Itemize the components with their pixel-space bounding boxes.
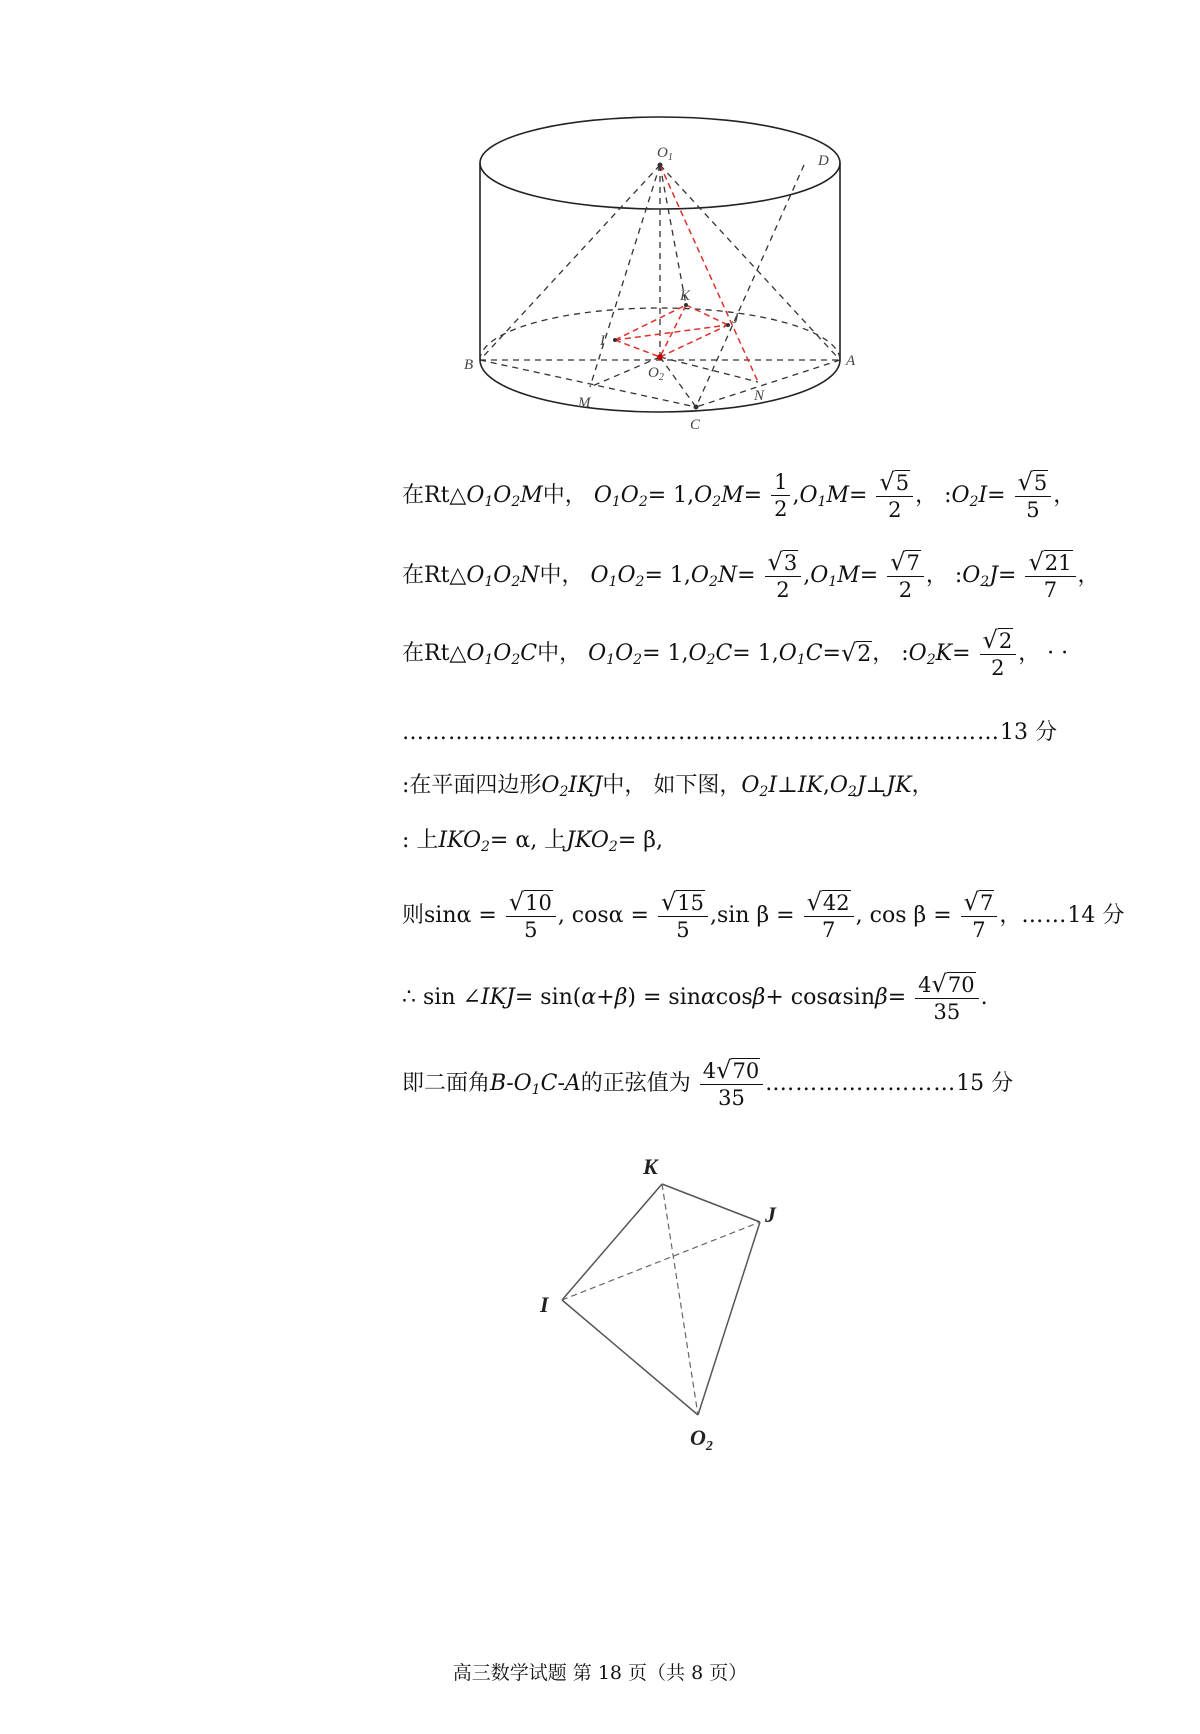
fraction: $\frac{√3}{2}$ <box>765 550 802 601</box>
label-C: C <box>690 417 701 433</box>
quadrilateral-figure <box>520 1140 780 1460</box>
solution-line-3: 在$Rt\triangle O_1O_2C$中， $O_1O_2= 1,O_2C= 1,O_1C=√2$， $:O_2K=$ $\frac{√2}{2}$ ， · · <box>402 626 1069 680</box>
red-construction-lines <box>615 165 758 382</box>
fraction: $\frac{√2}{2}$ <box>980 628 1017 679</box>
fraction: $\frac{1}{2}$ <box>771 472 790 520</box>
label-A: A <box>846 353 856 369</box>
label-N: N <box>754 388 765 404</box>
label-O1: $O_1$ <box>657 145 673 163</box>
solution-line-9: 即二面角$B-O_1C-A$的正弦值为 $\frac{4√70}{35}$ .……………………15 分 <box>402 1056 1014 1110</box>
label-J: J <box>732 311 739 327</box>
label-I: I <box>540 1292 549 1317</box>
solution-line-6: : 上$IKO_2= \alpha$, 上$JKO_2= \beta$, <box>402 828 663 855</box>
label-D: D <box>818 153 829 169</box>
label-I: I <box>600 333 605 349</box>
page-footer: 高三数学试题 第 18 页（共 8 页） <box>452 1662 748 1684</box>
fraction: $\frac{4√70}{35}$ <box>700 1058 763 1109</box>
solution-line-8: ∴ sin ∠IKJ= sin(α+β) = sinαcosβ+ cosαsinβ= $\frac{4√70}{35}$ . <box>402 970 988 1024</box>
label-O2: $O_2$ <box>648 365 664 383</box>
solution-line-7: 则sinα = $\frac{√10}{5}$ , cosα = $\frac{√15}{5}$ ,sin β = $\frac{√42}{7}$ , cos β = $\frac{√7}{7}$ ，……14 分 <box>402 888 1125 942</box>
quadrilateral-edges <box>562 1184 760 1415</box>
bottom-ellipse-front <box>480 360 840 412</box>
label-M: M <box>578 395 591 411</box>
fraction: $\frac{√42}{7}$ <box>804 890 854 941</box>
label-B: B <box>464 357 474 373</box>
label-O2: $O_2$ <box>690 1425 713 1454</box>
quadrilateral-diagonals <box>562 1184 760 1415</box>
score-line-13: ……………………………………………………………………13 分 <box>402 720 1057 745</box>
fraction: $\frac{√10}{5}$ <box>506 890 556 941</box>
fraction: $\frac{√5}{2}$ <box>876 470 913 521</box>
label-K: K <box>680 288 691 304</box>
cylinder-figure <box>460 115 860 435</box>
fraction: $\frac{4√70}{35}$ <box>915 972 978 1023</box>
points <box>613 163 730 410</box>
fraction: $\frac{√7}{7}$ <box>961 890 998 941</box>
solution-line-2: 在$Rt\triangle O_1O_2N$中， $O_1O_2= 1,O_2N=$ $\frac{√3}{2}$ $,O_1M=$ $\frac{√7}{2}$ ， $:O_2J=$ $\frac{√21}{7}$ ， <box>402 548 1100 602</box>
fraction: $\frac{√7}{2}$ <box>887 550 924 601</box>
label-J: J <box>765 1202 776 1227</box>
fraction: $\frac{√21}{7}$ <box>1025 550 1075 601</box>
solution-line-5: :在平面四边形$O_2IKJ$中， 如下图，$O_2I\perp IK,O_2J\perp JK$， <box>402 773 934 800</box>
label-K: K <box>643 1154 658 1179</box>
fraction: $\frac{√15}{5}$ <box>658 890 708 941</box>
construction-lines <box>480 165 840 407</box>
fraction: $\frac{√5}{5}$ <box>1015 470 1052 521</box>
solution-line-1: 在$Rt\triangle O_1O_2M$中， $O_1O_2= 1,O_2M=$ $\frac{1}{2}$ $,O_1M=$ $\frac{√5}{2}$ ， $:O_2I=$ $\frac{√5}{5}$ ， <box>402 468 1076 522</box>
